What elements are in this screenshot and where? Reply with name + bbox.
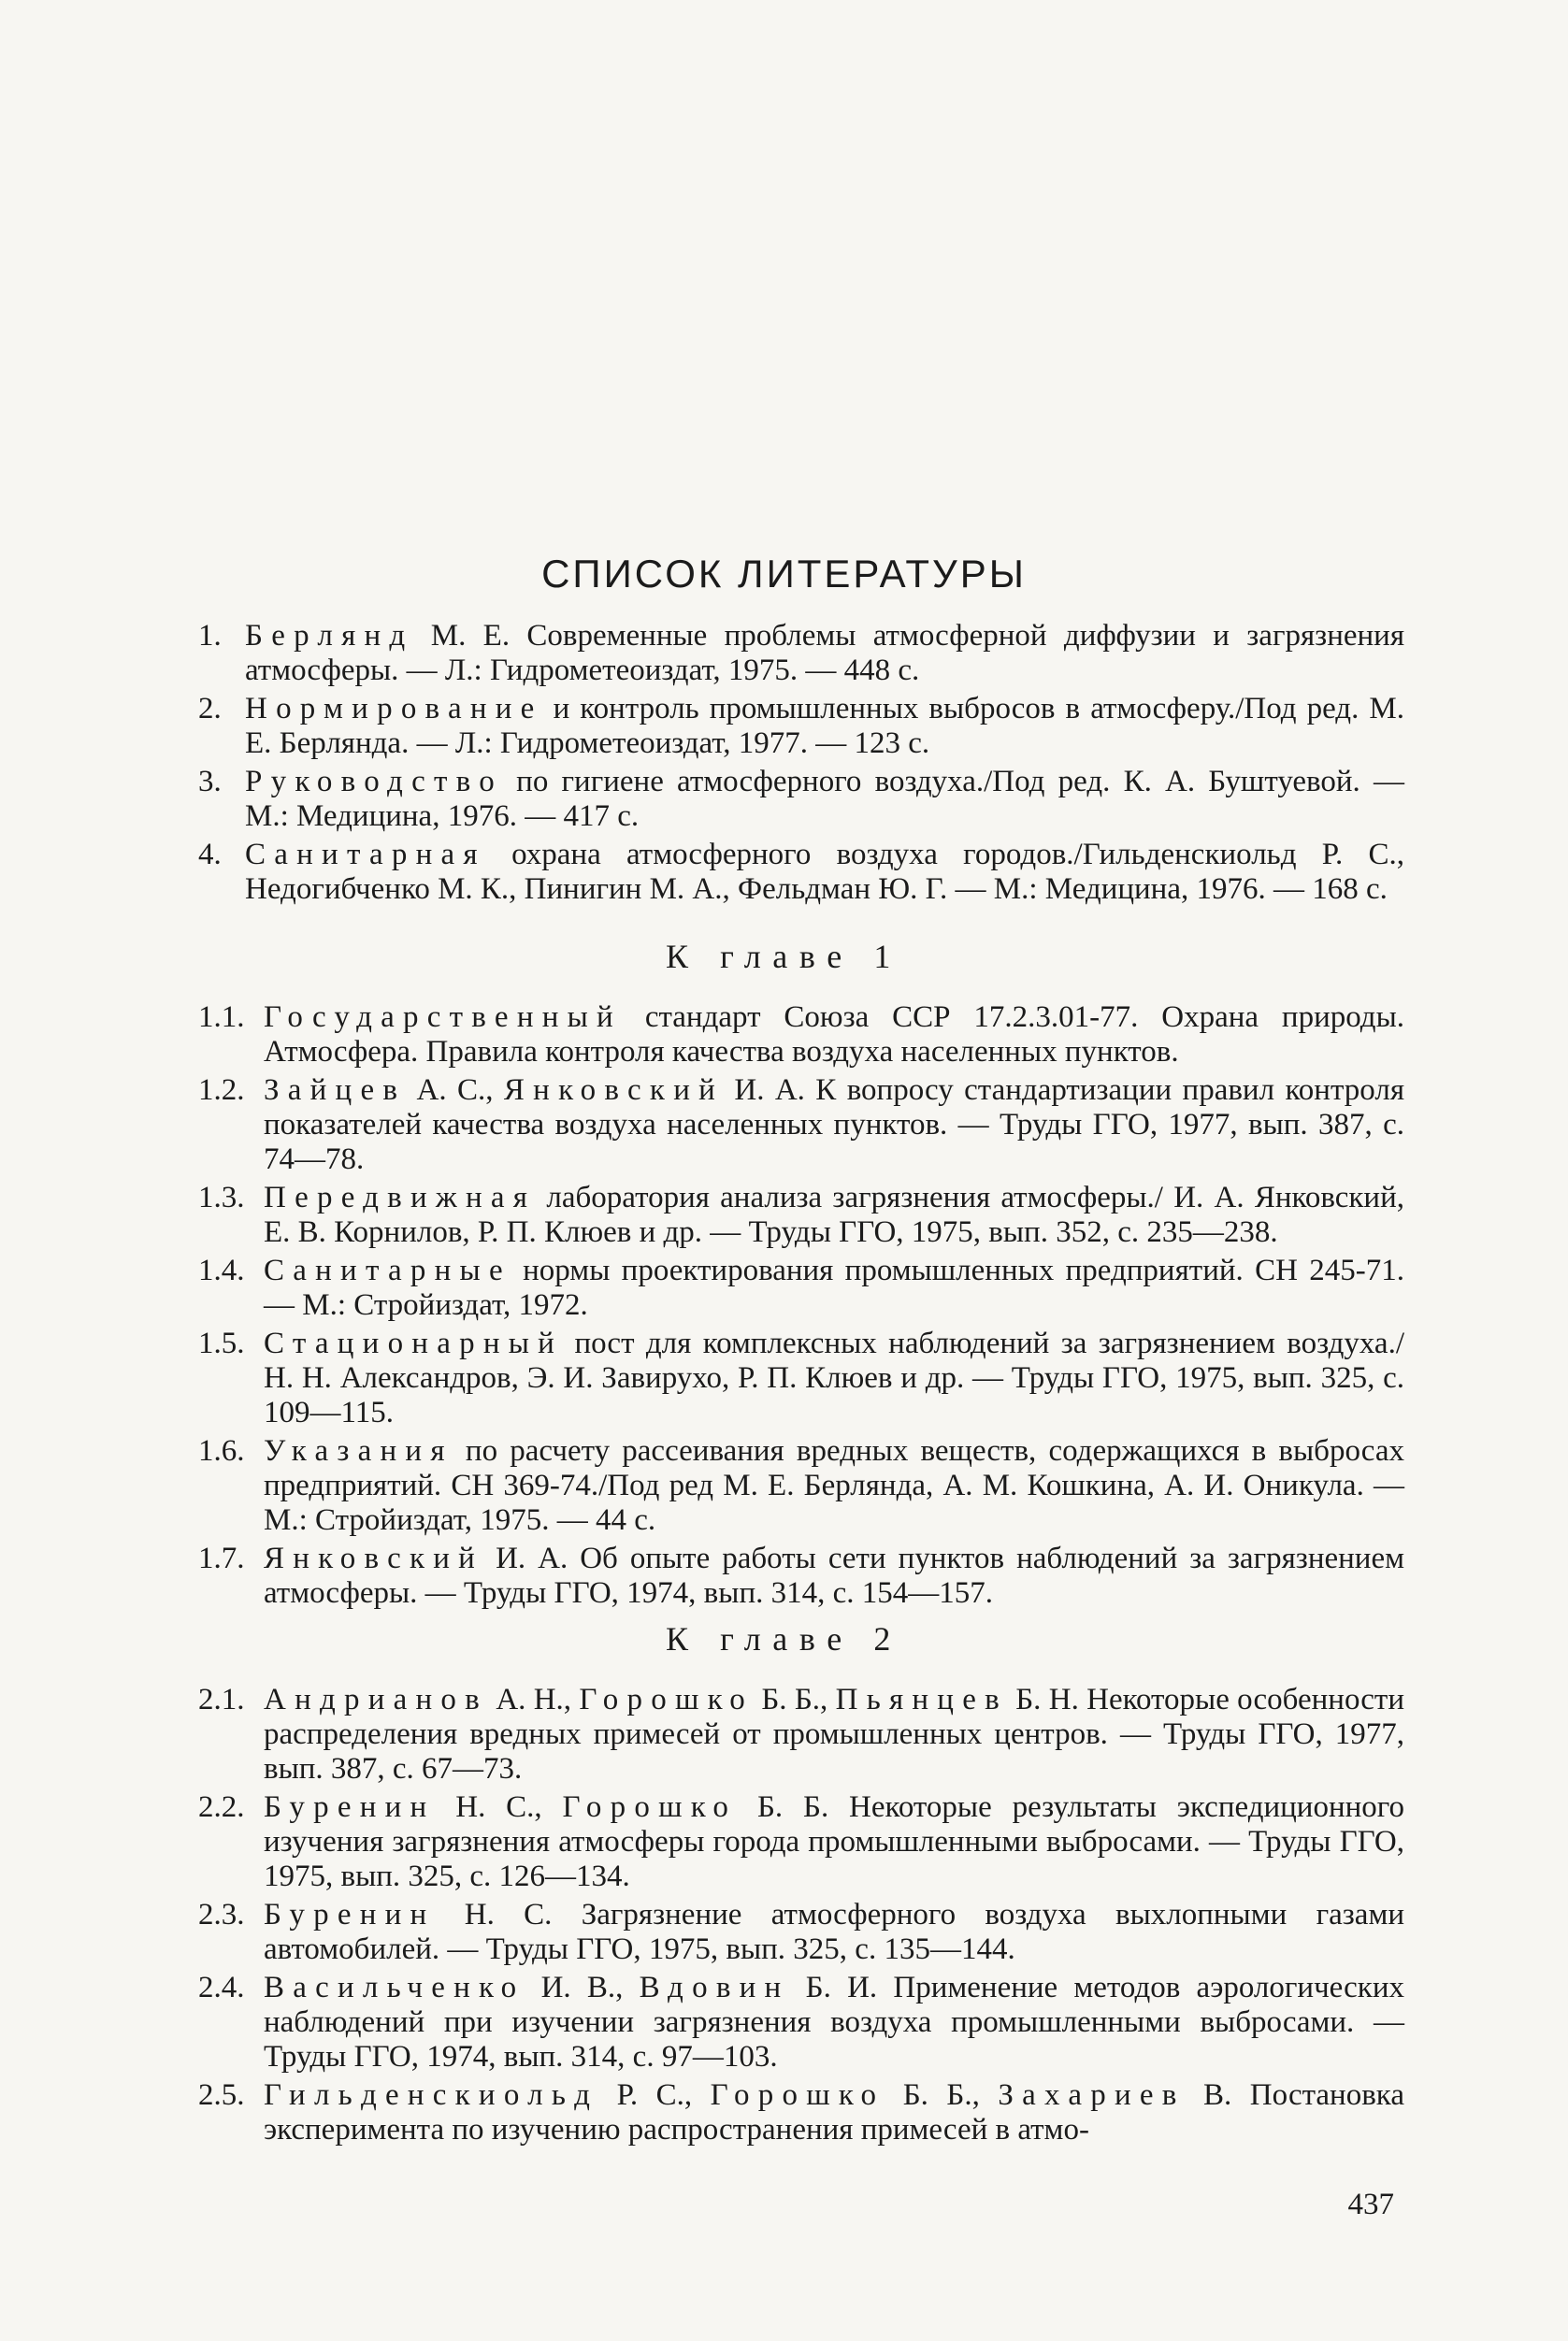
reference-text bbox=[264, 1542, 1404, 1610]
reference-text bbox=[264, 2078, 1404, 2147]
reference-text bbox=[264, 1327, 1404, 1429]
reference-lead-word: Санитарная bbox=[245, 838, 486, 871]
chapter-1-heading: К главе 1 bbox=[665, 938, 903, 975]
reference-entry bbox=[198, 765, 1404, 834]
reference-detail: Н. С., bbox=[435, 1790, 563, 1824]
reference-number: 2.2. bbox=[198, 1790, 245, 1824]
reference-text bbox=[264, 1254, 1404, 1322]
reference-entry bbox=[198, 838, 1404, 907]
reference-detail: Б. Н. Некоторые особенности распределения вредных примесей от промышленных центров. — Труды ГГО, 1977, вып. 387, с. 67—73. bbox=[264, 1683, 1405, 1786]
reference-entry bbox=[198, 1683, 1404, 1787]
reference-number: 1.1. bbox=[198, 1000, 245, 1034]
reference-lead-word: Государственный bbox=[264, 1000, 622, 1034]
reference-number: 1. bbox=[198, 619, 222, 653]
reference-number: 1.3. bbox=[198, 1181, 245, 1214]
reference-number: 1.4. bbox=[198, 1254, 245, 1287]
reference-text bbox=[264, 1181, 1404, 1249]
reference-number: 2.5. bbox=[198, 2078, 245, 2112]
reference-lead-word: Пьянцев bbox=[835, 1683, 1008, 1716]
reference-detail: стандарт Союза ССР 17.2.3.01-77. Охрана природы. Атмосфера. Правила контроля качества воздуха населенных пунктов. bbox=[264, 1000, 1404, 1069]
reference-detail: Б. И. Применение методов аэрологических наблюдений при изучении загрязнения воздуха промышленными выбросами. — Труды ГГО, 1974, вып. 314, с. 97—103. bbox=[264, 1971, 1404, 2074]
page-number: 437 bbox=[1347, 2188, 1394, 2221]
reference-lead-word: Гильденскиольд bbox=[264, 2078, 599, 2112]
reference-detail: А. Н., bbox=[488, 1683, 580, 1716]
reference-lead-word: Стационарный bbox=[264, 1327, 564, 1360]
reference-number: 2.4. bbox=[198, 1971, 245, 2004]
reference-number: 3. bbox=[198, 765, 222, 798]
reference-entry bbox=[198, 1898, 1404, 1967]
reference-number: 1.2. bbox=[198, 1073, 245, 1107]
reference-lead-word: Передвижная bbox=[264, 1181, 537, 1214]
reference-entry bbox=[198, 1971, 1404, 2075]
reference-text bbox=[264, 1000, 1404, 1069]
reference-text bbox=[264, 1790, 1404, 1893]
reference-number: 1.6. bbox=[198, 1434, 245, 1468]
reference-text bbox=[264, 1434, 1404, 1537]
reference-detail: Б. Б., bbox=[885, 2078, 999, 2112]
reference-entry bbox=[198, 2078, 1404, 2147]
reference-lead-word: Буренин bbox=[264, 1898, 436, 1932]
chapter-2-heading: К главе 2 bbox=[665, 1620, 903, 1658]
reference-number: 1.5. bbox=[198, 1327, 245, 1360]
reference-lead-word: Руководство bbox=[245, 765, 503, 798]
reference-text bbox=[264, 1073, 1404, 1176]
reference-detail: пост для комплексных наблюдений за загрязнением воздуха./Н. Н. Александров, Э. И. Завирухо, Р. П. Клюев и др. — Труды ГГО, 1975, вып. 325, с. 109—115. bbox=[264, 1327, 1404, 1429]
reference-number: 1.7. bbox=[198, 1542, 245, 1575]
reference-detail: охрана атмосферного воздуха городов./Гильденскиольд Р. С., Недогибченко М. К., Пинигин М. А., Фельдман Ю. Г. — М.: Медицина, 1976. — 168 с. bbox=[245, 838, 1404, 906]
reference-number: 4. bbox=[198, 838, 222, 871]
reference-lead-word: Зайцев bbox=[264, 1073, 407, 1107]
reference-lead-word: Горошко bbox=[562, 1790, 738, 1824]
page-title: СПИСОК ЛИТЕРАТУРЫ bbox=[541, 552, 1027, 596]
reference-detail: по гигиене атмосферного воздуха./Под ред. К. А. Буштуевой. — М.: Медицина, 1976. — 417 с. bbox=[245, 765, 1404, 833]
reference-number: 2. bbox=[198, 692, 222, 725]
reference-lead-word: Васильченко bbox=[264, 1971, 525, 2004]
reference-text bbox=[264, 1898, 1404, 1966]
reference-lead-word: Янковский bbox=[264, 1542, 484, 1575]
reference-lead-word: Санитарные bbox=[264, 1254, 511, 1287]
chapter-2-reference-list bbox=[198, 1683, 1404, 2151]
reference-detail: М. Е. Современные проблемы атмосферной диффузии и загрязнения атмосферы. — Л.: Гидрометеоиздат, 1975. — 448 с. bbox=[245, 619, 1404, 687]
reference-lead-word: Буренин bbox=[264, 1790, 436, 1824]
reference-entry bbox=[198, 692, 1404, 761]
reference-lead-word: Указания bbox=[264, 1434, 453, 1468]
reference-entry bbox=[198, 1073, 1404, 1177]
reference-detail: Н. С. Загрязнение атмосферного воздуха выхлопными газами автомобилей. — Труды ГГО, 1975, вып. 325, с. 135—144. bbox=[264, 1898, 1404, 1966]
reference-text bbox=[264, 1683, 1404, 1786]
reference-entry bbox=[198, 1790, 1404, 1894]
reference-lead-word: Вдовин bbox=[639, 1971, 790, 2004]
reference-entry bbox=[198, 1327, 1404, 1430]
reference-lead-word: Горошко bbox=[710, 2078, 885, 2112]
reference-detail: лаборатория анализа загрязнения атмосферы./ И. А. Янковский, Е. В. Корнилов, Р. П. Клюев и др. — Труды ГГО, 1975, вып. 352, с. 235—238. bbox=[264, 1181, 1404, 1249]
reference-lead-word: Андрианов bbox=[264, 1683, 488, 1716]
reference-detail: нормы проектирования промышленных предприятий. СН 245-71. — М.: Стройиздат, 1972. bbox=[264, 1254, 1404, 1322]
reference-detail: Р. С., bbox=[598, 2078, 711, 2112]
reference-text bbox=[264, 1971, 1404, 2074]
reference-entry bbox=[198, 1434, 1404, 1538]
reference-entry bbox=[198, 1254, 1404, 1323]
reference-detail: И. А. К вопросу стандартизации правил контроля показателей качества воздуха населенных пунктов. — Труды ГГО, 1977, вып. 387, с. 74—78. bbox=[264, 1073, 1404, 1176]
reference-lead-word: Горошко bbox=[579, 1683, 755, 1716]
reference-entry bbox=[198, 1000, 1404, 1070]
reference-detail: И. В., bbox=[525, 1971, 640, 2004]
reference-detail: И. А. Об опыте работы сети пунктов наблюдений за загрязнением атмосферы. — Труды ГГО, 1974, вып. 314, с. 154—157. bbox=[264, 1542, 1404, 1610]
reference-entry bbox=[198, 1181, 1404, 1250]
main-reference-list bbox=[198, 619, 1404, 911]
reference-text bbox=[245, 619, 1404, 687]
reference-detail: В. Постановка эксперимента по изучению распространения примесей в атмо- bbox=[264, 2078, 1404, 2147]
reference-text bbox=[245, 838, 1404, 906]
reference-text bbox=[245, 765, 1404, 833]
reference-entry bbox=[198, 619, 1404, 688]
reference-number: 2.1. bbox=[198, 1683, 245, 1716]
reference-number: 2.3. bbox=[198, 1898, 245, 1932]
reference-lead-word: Берлянд bbox=[245, 619, 414, 653]
reference-lead-word: Захариев bbox=[998, 2078, 1186, 2112]
reference-lead-word: Нормирование bbox=[245, 692, 543, 725]
reference-detail: Б. Б., bbox=[754, 1683, 836, 1716]
reference-lead-word: Янковский bbox=[503, 1073, 724, 1107]
reference-detail: по расчету рассеивания вредных веществ, содержащихся в выбросах предприятий. СН 369-74./Под ред М. Е. Берлянда, А. М. Кошкина, А. И. Оникула. — М.: Стройиздат, 1975. — 44 с. bbox=[264, 1434, 1404, 1537]
reference-detail: и контроль промышленных выбросов в атмосферу./Под ред. М. Е. Берлянда. — Л.: Гидрометеоиздат, 1977. — 123 с. bbox=[245, 692, 1404, 760]
reference-text bbox=[245, 692, 1404, 760]
reference-detail: Б. Б. Некоторые результаты экспедиционного изучения загрязнения атмосферы города промышленными выбросами. — Труды ГГО, 1975, вып. 325, с. 126—134. bbox=[264, 1790, 1405, 1893]
reference-entry bbox=[198, 1542, 1404, 1611]
reference-detail: А. С., bbox=[406, 1073, 504, 1107]
chapter-1-reference-list bbox=[198, 1000, 1404, 1615]
